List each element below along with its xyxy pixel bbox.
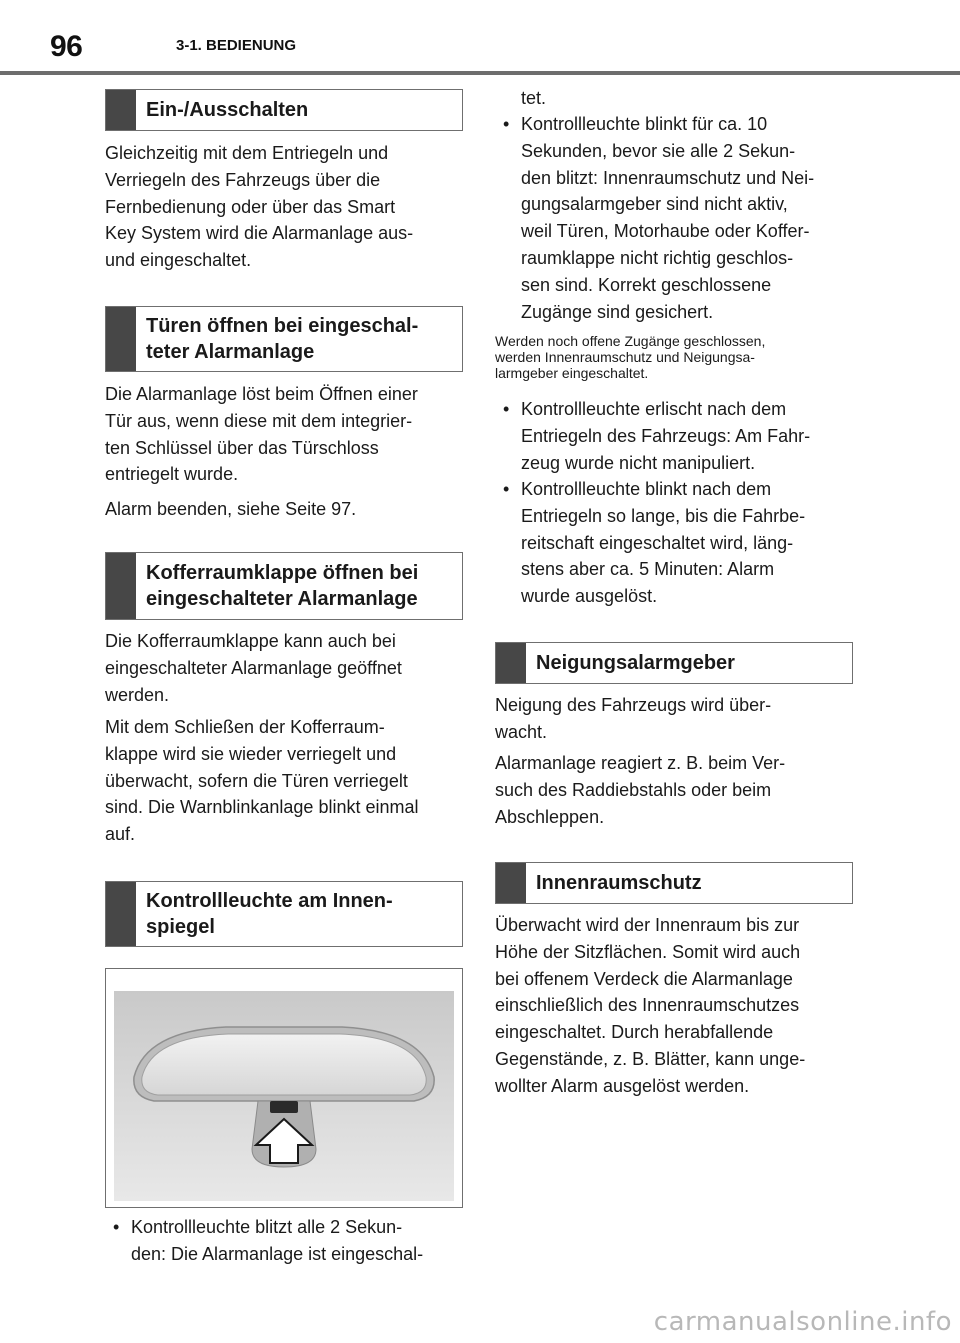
text-line: Entriegeln des Fahrzeugs: Am Fahr- [521,425,811,446]
text-line: Kontrollleuchte blinkt nach dem [521,479,772,499]
para-tueren-oeffnen [105,381,465,488]
text-line: den: Die Alarmanlage ist eingeschal- [131,1243,424,1264]
para-innenraumschutz [495,912,855,1100]
list-item [105,1214,465,1268]
text-line: Tür aus, wenn diese mit dem integrier- [105,410,413,431]
list-item [495,111,855,325]
text-line: Werden noch offene Zugänge geschlossen, [495,333,766,349]
para-kofferraumklappe-2 [105,714,465,848]
text-line: Verriegeln des Fahrzeugs über die [105,169,381,190]
text-line: überwacht, sofern die Türen verriegelt [105,770,408,791]
text-line: Sekunden, bevor sie alle 2 Sekun- [521,140,796,161]
text-line: auf. [105,824,136,845]
heading-kofferraumklappe [105,552,463,620]
para-neigung-1 [495,692,855,746]
text-line: einschließlich des Innenraumschutzes [495,995,800,1016]
heading-kontrollleuchte [105,881,463,947]
text-line: und eingeschaltet. [105,250,252,271]
heading-bar [106,553,136,619]
text-line: Überwacht wird der Innenraum bis zur [495,915,800,935]
text-line: such des Raddiebstahls oder beim [495,779,772,800]
text-line: raumklappe nicht richtig geschlos- [521,247,794,268]
text-line: bei offenem Verdeck die Alarmanlage [495,968,793,989]
heading-bar [106,90,136,130]
text-line: Neigung des Fahrzeugs wird über- [495,695,772,715]
text-line: Zugänge sind gesichert. [521,301,714,322]
page-number: 96 [50,30,83,63]
heading-ein-ausschalten [105,89,463,131]
heading-text: Kofferraumklappe öffnen bei eingeschalteter Alarmanlage [146,562,419,610]
heading-bar [496,643,526,683]
text-line: wacht. [495,721,548,742]
text-line: ten Schlüssel über das Türschloss [105,437,379,458]
para-ein-ausschalten [105,140,465,274]
page-reference: Alarm beenden, siehe Seite 97. [105,499,357,519]
text-line: tet. [521,88,547,108]
heading-neigungsalarmgeber [495,642,853,684]
note-text [495,333,855,381]
list-item [495,396,855,476]
text-line: sind. Die Warnblinkanlage blinkt einmal [105,797,419,818]
para-neigung-2 [495,750,855,830]
text-line: Gleichzeitig mit dem Entriegeln und [105,143,389,163]
heading-text: Türen öffnen bei eingeschal- teter Alarmanlage [146,315,419,363]
heading-text: Ein-/Ausschalten [146,99,309,121]
text-line: Abschleppen. [495,806,605,827]
heading-bar [496,863,526,903]
text-line: Alarmanlage reagiert z. B. beim Ver- [495,753,786,773]
text-line: Mit dem Schließen der Kofferraum- [105,717,385,737]
text-line: Key System wird die Alarmanlage aus- [105,223,414,244]
text-line: zeug wurde nicht manipuliert. [521,452,756,473]
text-line: sen sind. Korrekt geschlossene [521,274,772,295]
text-line: stens aber ca. 5 Minuten: Alarm [521,559,775,580]
text-line: Fernbedienung oder über das Smart [105,196,396,217]
chapter-title: 3-1. BEDIENUNG [176,37,297,54]
heading-bar [106,307,136,371]
text-line: wollter Alarm ausgelöst werden. [495,1075,750,1096]
warning-lamp [270,1101,298,1113]
heading-text: Innenraumschutz [536,872,702,894]
text-line: reitschaft eingeschaltet wird, läng- [521,532,794,553]
bullet-dot: • [113,1217,120,1237]
text-line: werden. [105,684,170,705]
bullet-dot: • [503,479,510,499]
heading-innenraumschutz [495,862,853,904]
text-line: werden Innenraumschutz und Neigungsa- [495,349,755,365]
text-line: eingeschalteter Alarmanlage geöffnet [105,657,402,678]
text-line: eingeschaltet. Durch herabfallende [495,1022,774,1043]
para-kofferraumklappe-1 [105,628,465,708]
text-line: weil Türen, Motorhaube oder Koffer- [521,221,810,242]
text-line: Kontrollleuchte erlischt nach dem [521,399,787,419]
text-line: gungsalarmgeber sind nicht aktiv, [521,194,788,215]
text-line: Die Alarmanlage löst beim Öffnen einer [105,384,418,404]
text-line: Kontrollleuchte blinkt für ca. 10 [521,114,768,134]
text-line: Kontrollleuchte blitzt alle 2 Sekun- [131,1217,403,1237]
bullet-dot: • [503,399,510,419]
list-item [495,476,855,610]
watermark: carmanualsonline.info [653,1307,952,1337]
heading-text: Kontrollleuchte am Innen- spiegel [146,890,393,938]
heading-bar [106,882,136,946]
text-line: larmgeber eingeschaltet. [495,365,649,381]
text-line: Die Kofferraumklappe kann auch bei [105,631,396,651]
heading-text: Neigungsalarmgeber [536,652,735,674]
text-line: Gegenstände, z. B. Blätter, kann unge- [495,1048,806,1069]
text-line: klappe wird sie wieder verriegelt und [105,743,397,764]
bullet-dot: • [503,114,510,134]
mirror-illustration [105,968,463,1208]
list-item-continuation [495,85,855,112]
text-line: wurde ausgelöst. [521,586,658,607]
heading-tueren-oeffnen [105,306,463,372]
text-line: Entriegeln so lange, bis die Fahrbe- [521,505,806,526]
text-line: den blitzt: Innenraumschutz und Nei- [521,167,815,188]
header-rule [0,71,960,75]
text-line: Höhe der Sitzflächen. Somit wird auch [495,941,801,962]
text-line: entriegelt wurde. [105,464,239,485]
